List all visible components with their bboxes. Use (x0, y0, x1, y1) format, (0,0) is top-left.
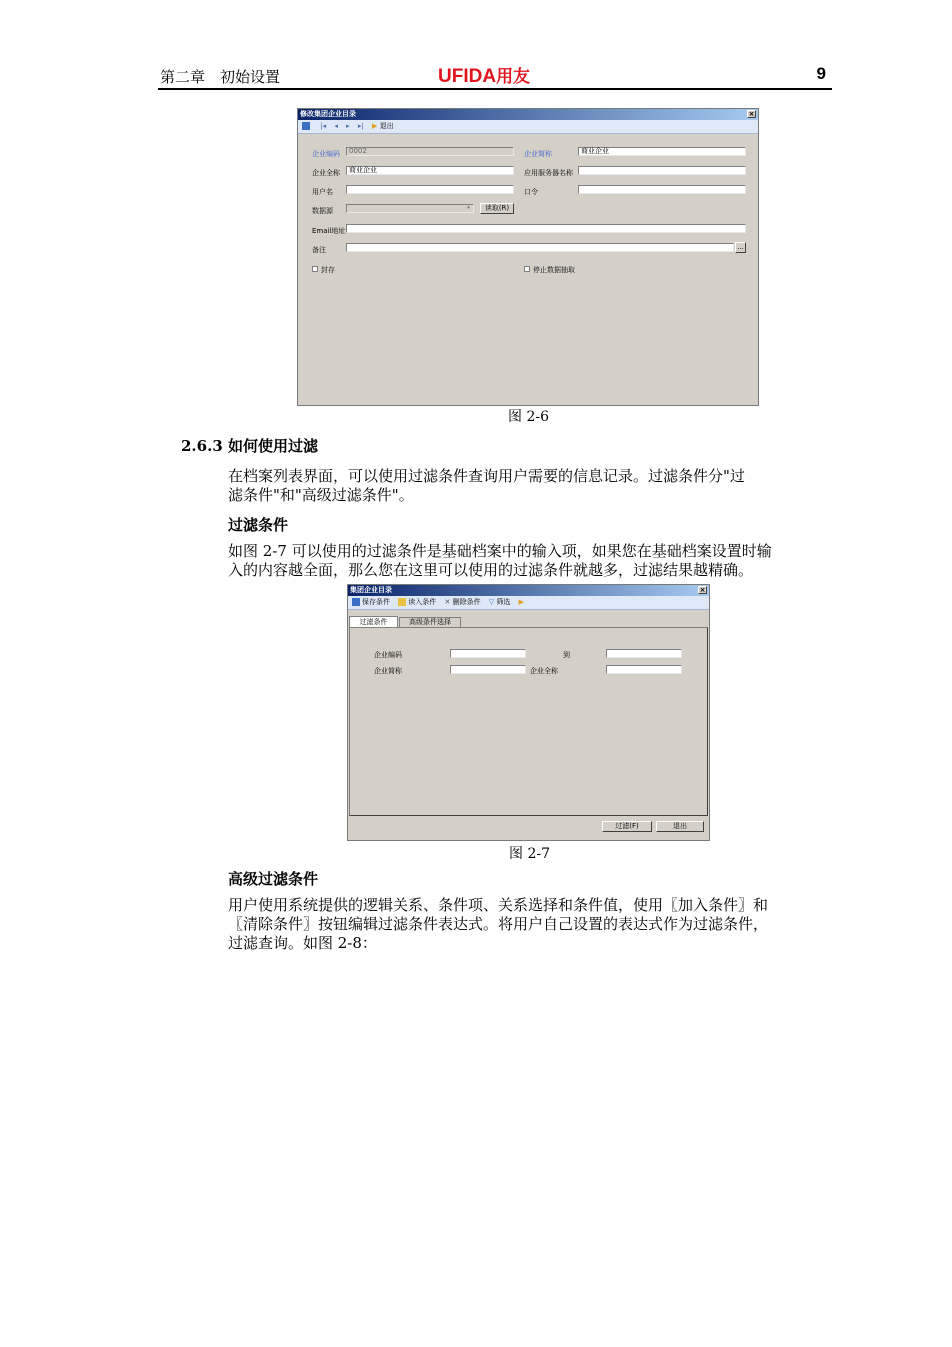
label-user: 用户名 (312, 188, 333, 196)
advanced-line-1: 用户使用系统提供的逻辑关系、条件项、关系选择和条件值，使用〖加入条件〗和 (228, 896, 769, 914)
exit-toolbar-button[interactable] (519, 596, 524, 609)
window-titlebar: 修改集团企业目录 × (298, 109, 758, 120)
stop-extract-checkbox[interactable] (524, 266, 530, 272)
folder-icon (398, 598, 406, 606)
short-name-field[interactable] (450, 665, 526, 674)
header-rule (158, 88, 832, 90)
tab-advanced-conditions[interactable]: 高级条件选择 (399, 617, 461, 627)
label-email: Email地址 (312, 227, 346, 235)
next-record-icon[interactable]: ▸ (346, 122, 350, 130)
exit-button[interactable]: ▶ 退出 (371, 122, 394, 130)
remark-field[interactable] (346, 243, 734, 252)
delete-condition-button[interactable]: ✕ 删除条件 (444, 598, 481, 606)
filter-panel (349, 627, 708, 816)
code-field[interactable]: 0002 (346, 147, 514, 156)
label-full-name: 企业全称 (312, 169, 340, 177)
close-icon[interactable]: × (699, 586, 706, 594)
full-name-field[interactable] (606, 665, 682, 674)
load-condition-button[interactable]: 读入条件 (398, 596, 436, 609)
section-heading: 2.6.3 如何使用过滤 (181, 437, 318, 455)
first-record-icon[interactable]: |◂ (320, 122, 327, 130)
exit-button[interactable]: 退出 (656, 821, 704, 832)
label-server: 应用服务器名称 (524, 169, 573, 177)
window-toolbar (298, 120, 758, 134)
prev-record-icon[interactable]: ◂ (334, 122, 338, 130)
code-from-field[interactable] (450, 649, 526, 658)
save-condition-button[interactable]: 保存条件 (352, 596, 390, 609)
delete-icon: ✕ (444, 598, 451, 606)
label-remark: 备注 (312, 246, 326, 254)
exit-icon: ▶ (518, 598, 525, 606)
advanced-line-2: 〖清除条件〗按钮编辑过滤条件表达式。将用户自己设置的表达式作为过滤条件， (228, 915, 769, 933)
tab-filter-conditions[interactable]: 过滤条件 (349, 616, 398, 627)
label-code: 企业编码 (312, 150, 340, 158)
filter-toolbar-button[interactable]: ▽ 筛选 (488, 598, 511, 606)
figure-caption-2-6: 图 2-6 (508, 409, 549, 425)
ufida-logo: UFIDA用友 (438, 66, 531, 87)
server-field[interactable] (578, 166, 746, 175)
label-short-name: 企业简称 (524, 150, 552, 158)
code-to-field[interactable] (606, 649, 682, 658)
database-select[interactable] (346, 204, 474, 213)
chapter-title: 第二章 初始设置 (160, 68, 281, 86)
exit-icon: ▶ (371, 122, 378, 130)
label-short-name: 企业简称 (374, 667, 402, 675)
close-icon[interactable]: × (748, 110, 755, 118)
password-field[interactable] (578, 185, 746, 194)
label-to: 到 (563, 651, 570, 659)
last-record-icon[interactable]: ▸| (357, 122, 364, 130)
filter-line-1: 如图 2-7 可以使用的过滤条件是基础档案中的输入项，如果您在基础档案设置时输 (228, 542, 772, 560)
advanced-line-3: 过滤查询。如图 2-8： (228, 934, 377, 952)
filter-heading: 过滤条件 (228, 516, 289, 534)
intro-line-1: 在档案列表界面，可以使用过滤条件查询用户需要的信息记录。过滤条件分"过 (228, 467, 745, 485)
save-icon[interactable] (302, 120, 312, 133)
label-stop-extract: 停止数据抽取 (533, 266, 575, 274)
advanced-heading: 高级过滤条件 (228, 870, 319, 888)
window-toolbar (348, 596, 709, 610)
company-filter-window (347, 584, 710, 841)
full-name-field[interactable]: 商业企业 (346, 166, 514, 175)
funnel-icon: ▽ (488, 598, 495, 606)
window-titlebar: 集团企业目录 × (348, 585, 709, 596)
save-icon (352, 598, 360, 606)
label-full-name: 企业全称 (530, 667, 558, 675)
filter-line-2: 入的内容越全面，那么您在这里可以使用的过滤条件就越多，过滤结果越精确。 (228, 561, 754, 579)
label-seal: 封存 (321, 266, 335, 274)
label-database: 数据源 (312, 207, 333, 215)
email-field[interactable] (346, 224, 746, 233)
page-number: 9 (816, 64, 826, 83)
figure-caption-2-7: 图 2-7 (509, 846, 550, 862)
edit-company-window (297, 108, 759, 406)
chevron-down-icon: ▾ (465, 205, 472, 212)
seal-checkbox[interactable] (312, 266, 318, 272)
user-field[interactable] (346, 185, 514, 194)
read-button[interactable]: 读取(R) (480, 203, 514, 214)
label-password: 口令 (524, 188, 538, 196)
intro-line-2: 滤条件"和"高级过滤条件"。 (228, 486, 414, 504)
remark-ellipsis-button[interactable]: ... (735, 242, 746, 253)
filter-button[interactable]: 过滤(F) (602, 821, 652, 832)
label-code: 企业编码 (374, 651, 402, 659)
short-name-field[interactable]: 商业企业 (578, 147, 746, 156)
